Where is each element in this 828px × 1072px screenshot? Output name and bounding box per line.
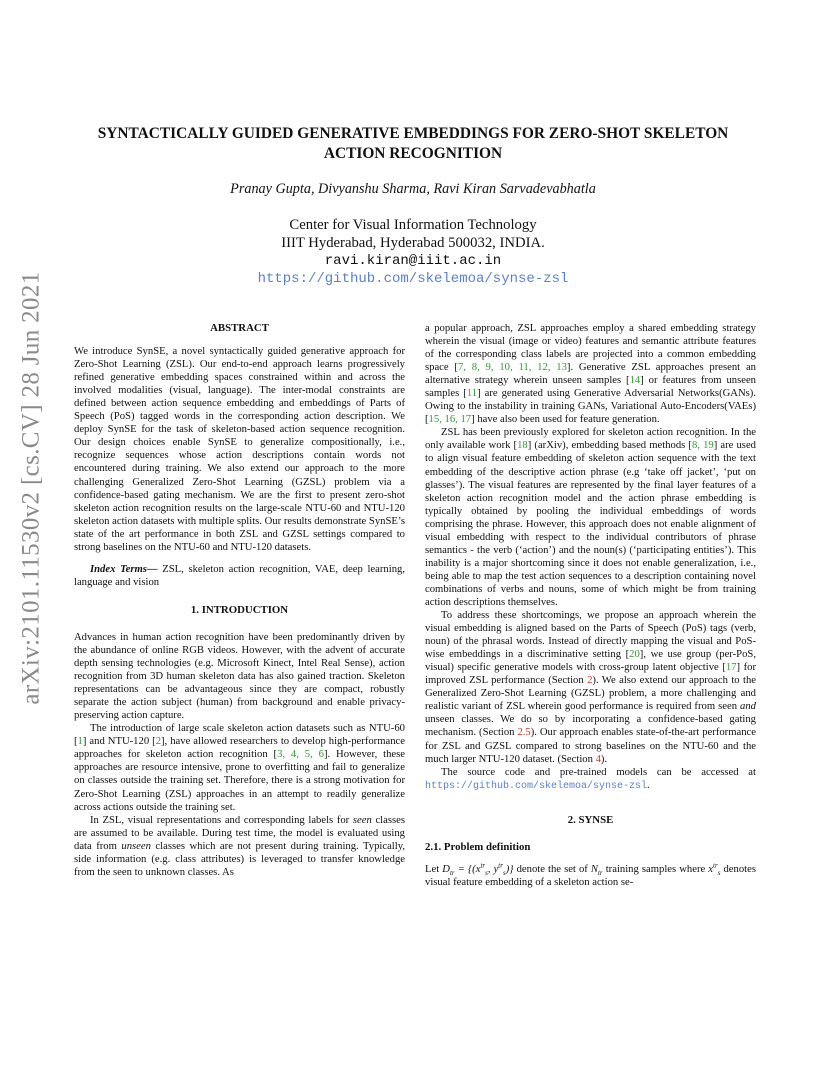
intro-paragraph-3: In ZSL, visual representations and corresponding labels for seen classes are assumed to be available. During test time, the model is evaluated using data from unseen classes which are not present during training. Typically, side information (e.g. class attributes) is leveraged to transfer knowledge from the seen to unknown classes. As xyxy=(74,814,405,878)
index-terms-label: Index Terms— xyxy=(90,563,158,575)
contact-email[interactable]: ravi.kiran@iiit.ac.in xyxy=(324,253,502,269)
arxiv-id-text: arXiv:2101.11530v2 [cs.CV] 28 Jun 2021 xyxy=(18,271,45,705)
author-list: Pranay Gupta, Divyanshu Sharma, Ravi Kiran Sarvadevabhatla xyxy=(230,181,596,197)
citation-link[interactable]: 7, 8, 9, 10, 11, 12, 13 xyxy=(457,362,567,374)
index-terms xyxy=(74,563,405,589)
title-line-2: ACTION RECOGNITION xyxy=(323,145,503,162)
citation-link[interactable]: 17 xyxy=(725,662,737,674)
paper-title xyxy=(70,124,756,164)
citation-link[interactable]: 15, 16, 17 xyxy=(428,414,472,426)
citation-link[interactable]: 1 xyxy=(77,736,83,748)
citation-link[interactable]: 18 xyxy=(517,440,528,452)
problem-definition-text: Let $D_{tr} = \{(x^{tr}_s$, $y^{tr}_s$)} denote the set of $N_{tr}$ training samples where $x^{tr}_s$ denotes visual feature embedding of a skeleton action se- xyxy=(425,861,756,888)
section-reference-link[interactable]: 2.5 xyxy=(517,727,531,739)
math-expression: $N_{tr}$ xyxy=(590,863,603,877)
problem-definition-heading: 2.1. Problem definition xyxy=(425,840,531,853)
citation-link[interactable]: 14 xyxy=(629,375,641,387)
introduction-heading: 1. INTRODUCTION xyxy=(190,603,289,616)
abstract-text: We introduce SynSE, a novel syntactically guided generative approach for Zero-Shot Learning (ZSL). Our end-to-end approach learns progressively refined generative embedding spaces constrained within and across the involved modalities (visual, language). The inter-modal constraints are defined between action sequence embedding and embeddings of Parts of Speech (PoS) tagged words in the corresponding action description. We deploy SynSE for the task of skeleton-based action sequence recognition. Our design choices enable SynSE to generalize compositionally, i.e., recognize sequences whose action descriptions contain words not encountered during training. We also extend our approach to the more challenging Generalized Zero-Shot Learning (GZSL) problem via a confidence-based gating mechanism. We are the first to present zero-shot skeleton action recognition results on the large-scale NTU-60 and NTU-120 skeleton action datasets with multiple splits. Our results demonstrate SynSE’s state of the art performance in both ZSL and GZSL settings compared to strong baselines on the NTU-60 and NTU-120 datasets. xyxy=(74,346,406,553)
synse-heading: 2. SYNSE xyxy=(567,813,614,826)
title-line-1: SYNTACTICALLY GUIDED GENERATIVE EMBEDDINGS FOR ZERO-SHOT SKELETON xyxy=(97,125,729,142)
affiliation-block xyxy=(70,216,756,288)
math-expression: $x^{tr}_s$ xyxy=(708,861,721,877)
right-paragraph-1: a popular approach, ZSL approaches employ a shared embedding strategy wherein the visual (image or video) features and semantic attribute features of the corresponding class labels are projected into a common embedding space [7, 8, 9, 10, 11, 12, 13]. Generative ZSL approaches present an alternative strategy wherein unseen samples [14] or features from unseen samples [11] are generated using Generative Adversarial Networks(GANs). Owing to the instability in training GANs, Variational Auto-Encoders(VAEs) [15, 16, 17] have also been used for feature generation. xyxy=(425,323,757,426)
code-repository-link[interactable]: https://github.com/skelemoa/synse-zsl xyxy=(257,271,569,287)
section-reference-link[interactable]: 4 xyxy=(595,753,601,765)
right-paragraph-2: ZSL has been previously explored for skeleton action recognition. In the only available work [18] (arXiv), embedding based methods [8, 19] are used to align visual feature embedding of skeleton action sequence with the text embedding of the descriptive action phrase (e.g ‘take off jacket’, ‘put on glasses’). The visual features are represented by the final layer features of a skeleton action recognition model and the action phrase embedding is typically obtained by pooling the individual embeddings of words comprising the phrase. However, this approach does not enable alignment of visual embedding with respect to the individual contributors of phrase semantics - the verb (‘action’) and the noun(s) (‘participating entities’). This inability is a major shortcoming since it does not enable generalization, i.e., being able to map the test action sequences to a description containing novel combinations of verbs and nouns, some of which might be from training action descriptions themselves. xyxy=(425,427,756,608)
citation-link[interactable]: 11 xyxy=(466,388,478,400)
right-paragraph-3: To address these shortcomings, we propose an approach wherein the visual embedding is aligned based on the Parts of Speech (PoS) tags (verb, noun) of the phrasal words. Instead of directly mapping the visual and PoS-wise embeddings in a discriminative setting [20], we use group (per-PoS, visual) specific generative models with cross-group latent objective [17] for improved ZSL performance (Section 2). We also extend our approach to the Generalized Zero-Shot Learning (GZSL) problem, a more challenging and realistic variant of ZSL wherein good performance is required from seen and unseen classes. We do so by incorporating a confidence-based gating mechanism. (Section 2.5). Our approach enables state-of-the-art performance for ZSL and GZSL compared to strong baselines on the NTU-60 and the much larger NTU-120 dataset. (Section 4). xyxy=(425,610,756,765)
right-column xyxy=(425,322,756,889)
intro-paragraph-1: Advances in human action recognition have been predominantly driven by the abundance of online RGB videos. However, with the advent of accurate depth sensing technologies (e.g. Microsoft Kinect, Intel Real Sense), action recognition from 3D human skeleton data has also gained traction. Skeleton representations can be advantageous since they are compact, robustly separate the action subject (human) from background and enable privacy-preserving action capture. xyxy=(74,631,405,722)
abstract-heading: ABSTRACT xyxy=(210,322,269,334)
citation-link[interactable]: 8, 19 xyxy=(691,440,714,452)
math-expression: $D_{tr} = \{(x^{tr}_s$, $y^{tr}_s$)} xyxy=(442,861,514,877)
index-terms-text: ZSL, skeleton action recognition, VAE, deep learning, language and vision xyxy=(74,563,405,588)
affiliation-address: IIIT Hyderabad, Hyderabad 500032, INDIA. xyxy=(281,235,545,251)
affiliation-center: Center for Visual Information Technology xyxy=(289,217,537,233)
intro-paragraph-2: The introduction of large scale skeleton action datasets such as NTU-60 [1] and NTU-120 [2], have allowed researchers to develop high-performance approaches for skeleton action recognition [3, 4, 5, 6]. However, these approaches are resource intensive, prone to overfitting and fail to generalize on classes outside the training set. Therefore, there is a strong motivation for Zero-Shot Learning (ZSL) approaches in an attempt to readily generalize across actions outside the training set. xyxy=(74,723,405,813)
arxiv-stamp xyxy=(8,271,56,705)
left-column xyxy=(74,322,405,879)
citation-link[interactable]: 20 xyxy=(629,649,640,661)
right-paragraph-4: The source code and pre-trained models can be accessed at https://github.com/skelemoa/synse-zsl. xyxy=(425,766,756,792)
section-reference-link[interactable]: 2 xyxy=(587,675,593,687)
citation-link[interactable]: 2 xyxy=(155,736,162,748)
code-url-link[interactable]: https://github.com/skelemoa/synse-zsl xyxy=(425,780,648,792)
citation-link[interactable]: 3, 4, 5, 6 xyxy=(277,749,324,761)
